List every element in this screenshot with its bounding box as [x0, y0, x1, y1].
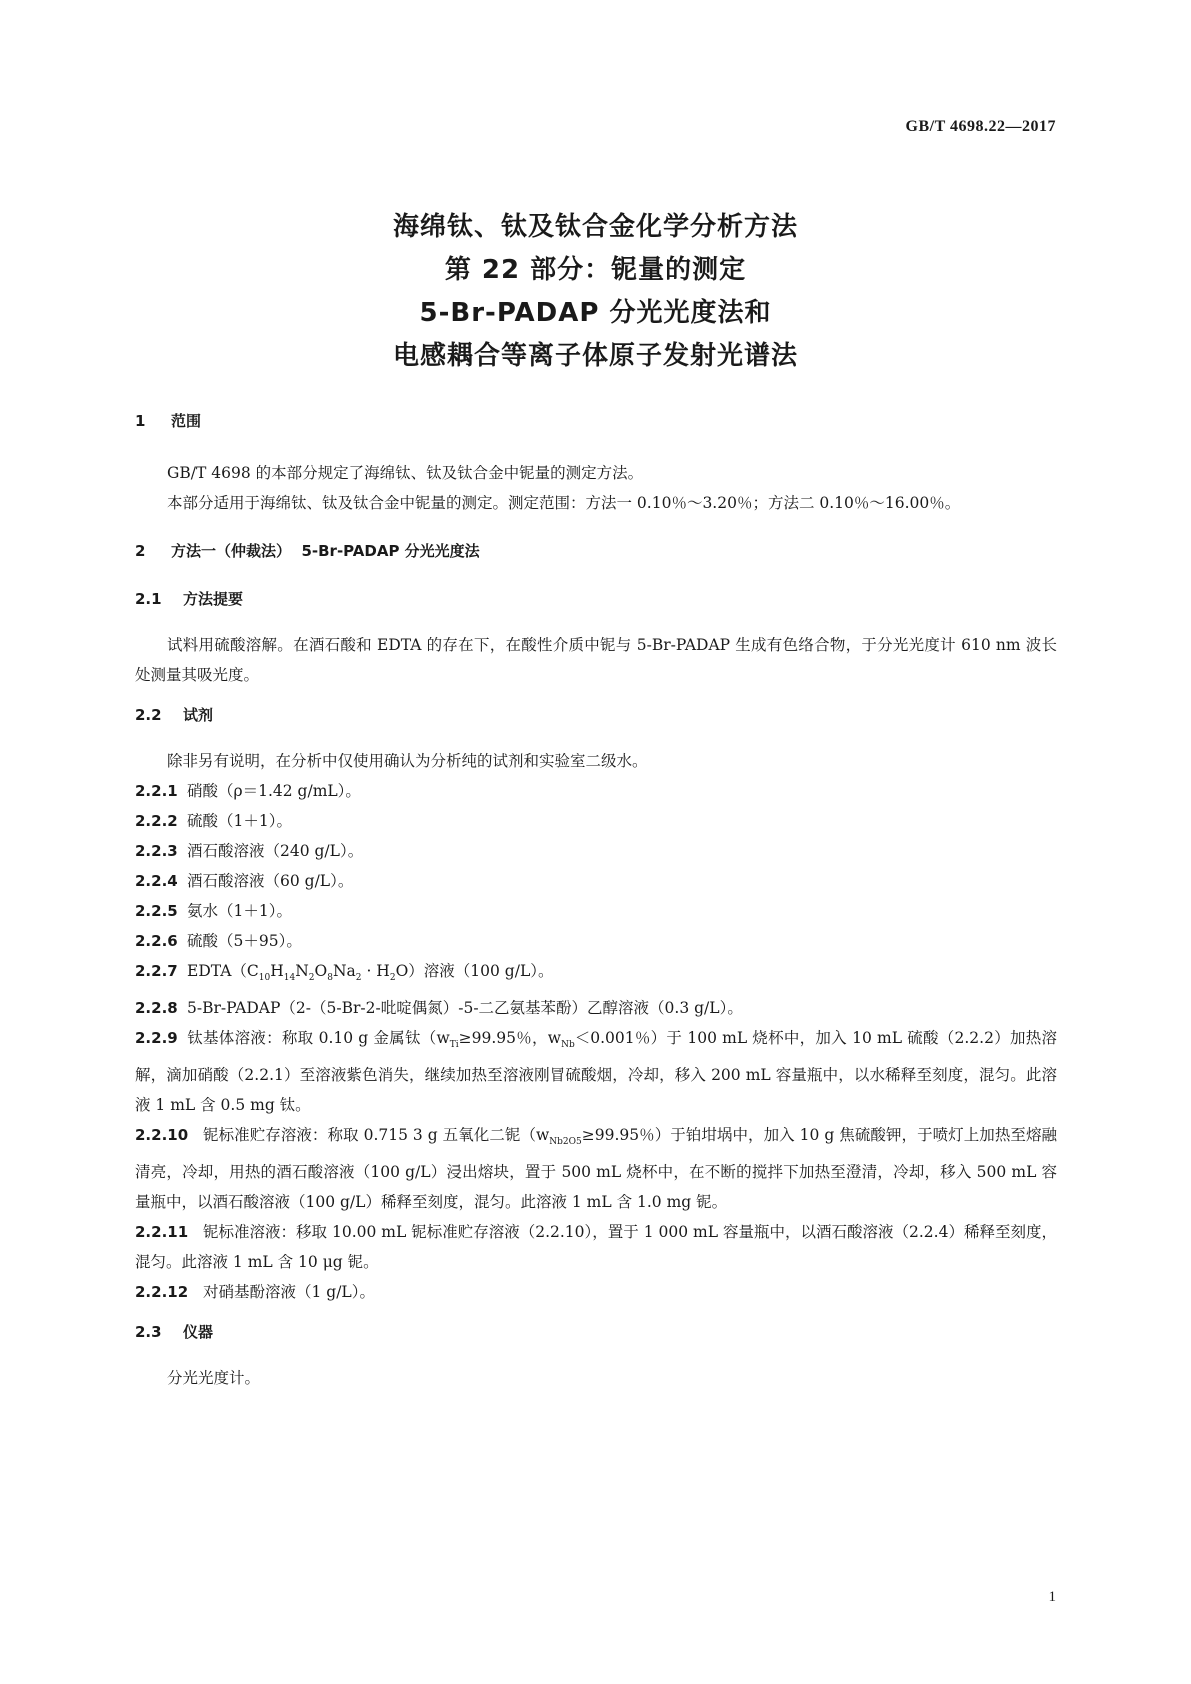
item-text: 硫酸（1＋1）。	[187, 812, 292, 830]
section-2-1-heading	[135, 588, 1057, 610]
item-number: 2.2.8	[135, 999, 178, 1018]
section-1-heading	[135, 410, 1057, 432]
item-text: 酒石酸溶液（240 g/L）。	[187, 842, 364, 860]
item-number: 2.2.11	[135, 1223, 189, 1242]
item-text: 氨水（1＋1）。	[187, 902, 292, 920]
item-text: 5-Br-PADAP（2-（5-Br-2-吡啶偶氮）-5-二乙氨基苯酚）乙醇溶液（0.3 g/L）。	[187, 999, 743, 1018]
document-body	[135, 410, 1057, 1393]
title-line-2: 第 22 部分：铌量的测定	[444, 255, 747, 285]
section-title: 试剂	[183, 706, 214, 724]
item-text: 酒石酸溶液（60 g/L）。	[187, 872, 354, 890]
section-2-heading	[135, 540, 1057, 562]
page-number: 1	[1048, 1589, 1056, 1605]
item-number: 2.2.5	[135, 902, 178, 920]
list-item	[135, 1120, 1057, 1217]
item-number: 2.2.9	[135, 1029, 178, 1048]
section-number: 2	[135, 542, 146, 560]
section-2-3-heading	[135, 1321, 1057, 1343]
paragraph: 除非另有说明，在分析中仅使用确认为分析纯的试剂和实验室二级水。	[167, 752, 648, 770]
section-title: 范围	[171, 412, 202, 430]
paragraph: 分光光度计。	[167, 1369, 261, 1388]
paragraph: 试料用硫酸溶解。在酒石酸和 EDTA 的存在下，在酸性介质中铌与 5-Br-PADAP 生成有色络合物，于分光光度计 610 nm 波长处测量其吸光度。	[135, 636, 1057, 684]
list-item	[135, 866, 1057, 896]
item-number: 2.2.2	[135, 812, 178, 830]
item-text: 铌标准贮存溶液：称取 0.715 3 g 五氧化二铌（$w_{Nb2O5}\ge 99.95$％）于铂坩埚中，加入 10 g 焦硫酸钾，于喷灯上加热至熔融清亮，冷却，用热的酒石酸溶液（100 g/L）浸出熔块，置于 500 mL 烧杯中，在不断的搅拌下加热至澄清，冷却，移入 500 mL 容量瓶中，以酒石酸溶液（100 g/L）稀释至刻度，混匀。此溶液 1 mL 含 1.0 mg 铌。	[135, 1126, 1057, 1212]
section-number: 2.2	[135, 706, 162, 724]
title-line-1: 海绵钛、钛及钛合金化学分析方法	[392, 212, 798, 242]
item-text: 铌标准溶液：移取 10.00 mL 铌标准贮存溶液（2.2.10），置于 1 000 mL 容量瓶中，以酒石酸溶液（2.2.4）稀释至刻度，混匀。此溶液 1 mL 含 10 μg 铌。	[135, 1223, 1057, 1272]
document-title	[0, 206, 1191, 378]
list-item	[135, 776, 1057, 806]
item-text: $EDTA(C_{10}H_{14}N_2O_8Na_2 \cdot H_2O)$溶液（100 g/L）。	[187, 962, 554, 984]
paragraph: 本部分适用于海绵钛、钛及钛合金中铌量的测定。测定范围：方法一 0.10％～3.20％；方法二 0.10％～16.00％。	[167, 494, 961, 512]
item-number: 2.2.12	[135, 1283, 189, 1302]
title-line-4: 电感耦合等离子体原子发射光谱法	[392, 341, 798, 371]
list-item	[135, 1217, 1057, 1277]
section-title: 方法一（仲裁法） 5-Br-PADAP 分光光度法	[171, 542, 480, 560]
item-number: 2.2.10	[135, 1126, 189, 1145]
item-number: 2.2.4	[135, 872, 178, 890]
item-text: 钛基体溶液：称取 0.10 g 金属钛（$w_{Ti}\ge 99.95$％，$w_{Nb}<0.001$％）于 100 mL 烧杯中，加入 10 mL 硫酸（2.2.2）加热溶解，滴加硝酸（2.2.1）至溶液紫色消失，继续加热至溶液刚冒硫酸烟，冷却，移入 200 mL 容量瓶中，以水稀释至刻度，混匀。此溶液 1 mL 含 0.5 mg 钛。	[135, 1029, 1058, 1115]
list-item	[135, 926, 1057, 956]
item-number: 2.2.6	[135, 932, 178, 950]
list-item	[135, 836, 1057, 866]
item-number: 2.2.7	[135, 962, 178, 980]
document-code: GB/T 4698.22—2017	[905, 118, 1056, 135]
paragraph: GB/T 4698 的本部分规定了海绵钛、钛及钛合金中铌量的测定方法。	[167, 464, 644, 482]
list-item	[135, 1277, 1057, 1307]
item-text: 硫酸（5＋95）。	[187, 932, 302, 950]
section-title: 方法提要	[183, 590, 244, 608]
section-2-2-heading	[135, 704, 1057, 726]
list-item	[135, 896, 1057, 926]
section-number: 2.1	[135, 590, 162, 608]
list-item	[135, 993, 1057, 1023]
section-number: 2.3	[135, 1323, 162, 1342]
title-line-3: 5-Br-PADAP 分光光度法和	[419, 298, 772, 328]
list-item	[135, 806, 1057, 836]
item-number: 2.2.1	[135, 782, 178, 800]
list-item	[135, 956, 1057, 993]
list-item	[135, 1023, 1057, 1120]
section-title: 仪器	[183, 1323, 214, 1342]
item-text: 硝酸（ρ＝1.42 g/mL）。	[187, 782, 361, 800]
item-number: 2.2.3	[135, 842, 178, 860]
item-text: 对硝基酚溶液（1 g/L）。	[203, 1283, 375, 1302]
section-number: 1	[135, 412, 146, 430]
